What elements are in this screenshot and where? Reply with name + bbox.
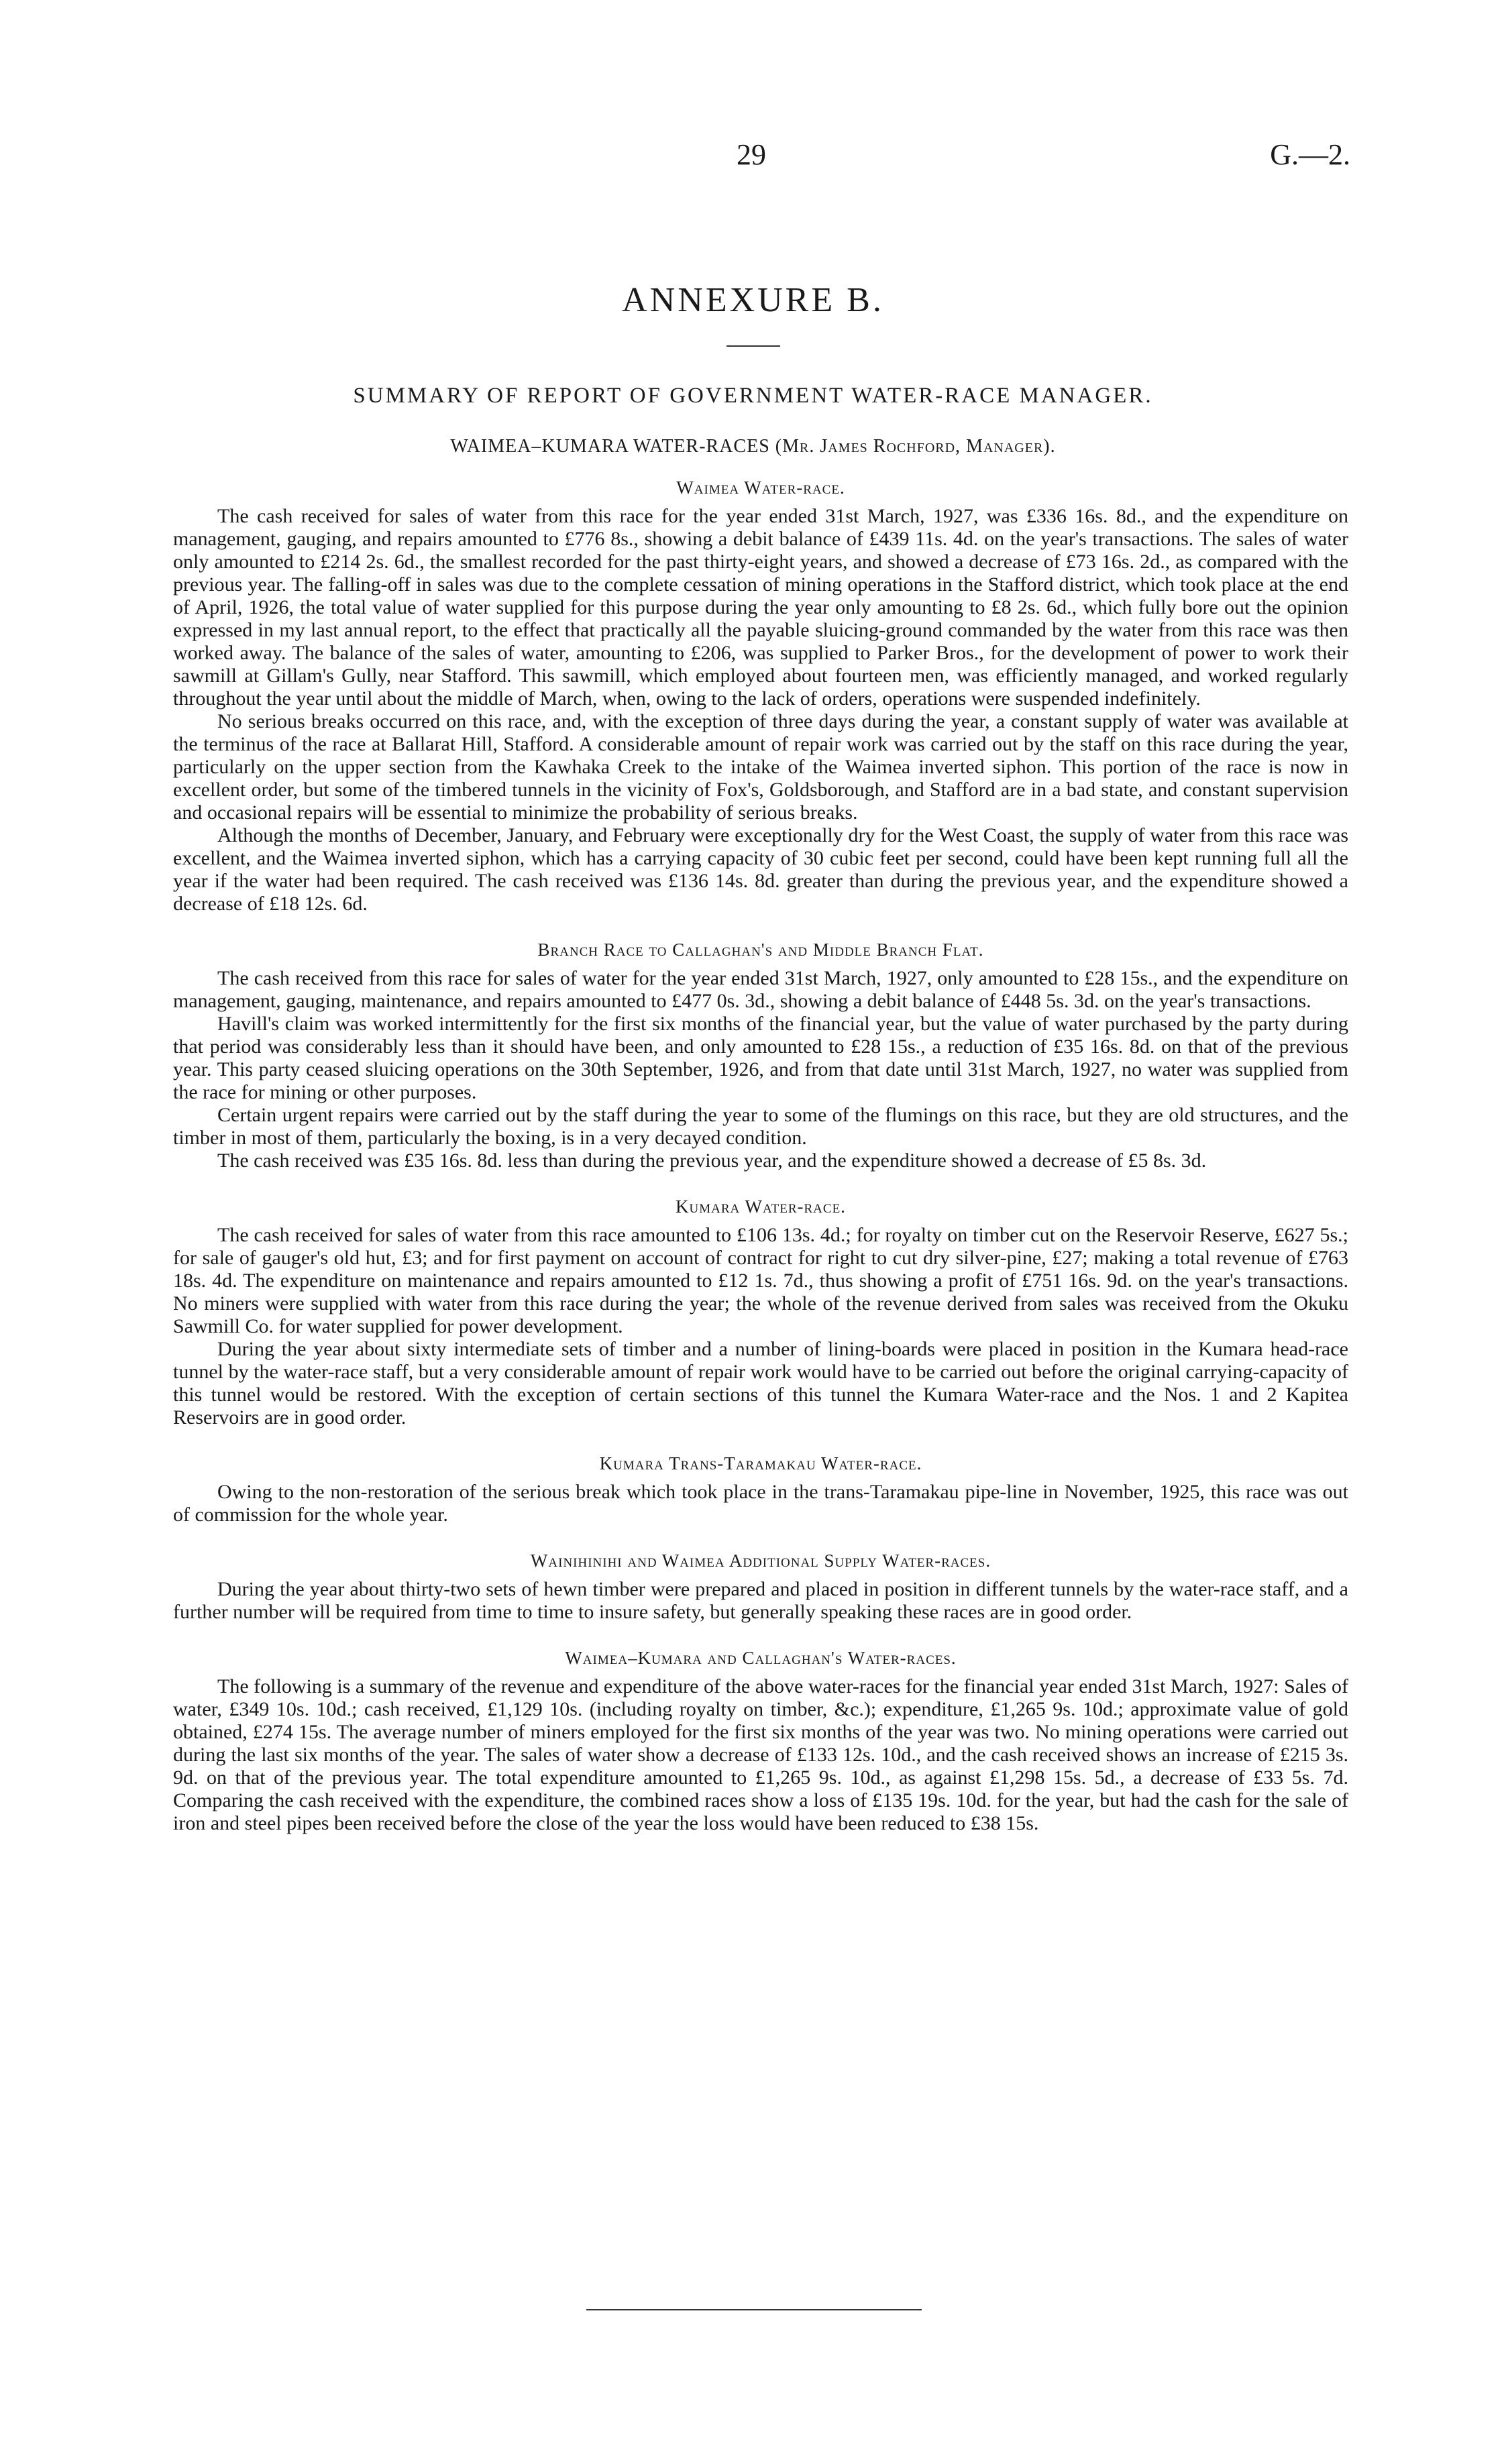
paragraph: The cash received was £35 16s. 8d. less than during the previous year, and the expenditure showed a decrease of £5 8s. 3d. [217,1150,1207,1172]
section-waimea-kumara-callaghans [173,1648,1348,1835]
paragraph: Certain urgent repairs were carried out by the staff during the year to some of the flumings on this race, but they are old structures, and the timber in most of them, particularly the boxing, is in a very decayed condition. [173,1104,1348,1149]
subtitle-manager: (Mr. James Rochford, Manager). [775,436,1056,457]
paragraph: The cash received from this race for sales of water for the year ended 31st March, 1927, only amounted to £28 15s., and the expenditure on management, gauging, maintenance, and repairs amounted to £477 0s. 3d., showing a debit balance of £448 5s. 3d. on the year's transactions. [173,967,1348,1012]
paragraph: The cash received for sales of water from this race for the year ended 31st March, 1927, was £336 16s. 8d., and the expenditure on management, gauging, and repairs amounted to £776 8s., showing a debit balance of £439 11s. 4d. on the year's transactions. The sales of water only amounted to £214 2s. 6d., the smallest recorded for the past thirty-eight years, and showed a decrease of £73 16s. 2d., as compared with the previous year. The falling-off in sales was due to the complete cessation of mining operations in the Stafford district, which took place at the end of April, 1926, the total value of water supplied for this purpose during the year only amounting to £8 2s. 6d., which fully bore out the opinion expressed in my last annual report, to the effect that practically all the payable sluicing-ground commanded by the water from this race was then worked away. The balance of the sales of water, amounting to £206, was supplied to Parker Bros., for the development of power to work their sawmill at Gillam's Gully, near Stafford. This sawmill, which employed about fourteen men, was efficiently managed, and worked regularly throughout the year until about the middle of March, when, owing to the lack of orders, operations were suspended indefinitely. [173,505,1348,710]
section-heading: Branch Race to Callaghan's and Middle Branch Flat. [537,940,984,960]
paragraph: The cash received for sales of water from this race amounted to £106 13s. 4d.; for royalty on timber cut on the Reservoir Reserve, £627 5s.; for sale of gauger's old hut, £3; and for first payment on account of contract for right to cut dry silver-pine, £27; making a total revenue of £763 18s. 4d. The expenditure on maintenance and repairs amounted to £12 1s. 7d., thus showing a profit of £751 16s. 9d. on the year's transactions. No miners were supplied with water from this race during the year; the whole of the revenue derived from sales was received from the Okuku Sawmill Co. for water supplied for power development. [173,1224,1348,1337]
section-kumara-water-race [173,1196,1348,1429]
page-number: 29 [737,138,766,171]
section-heading: Kumara Trans-Taramakau Water-race. [599,1453,922,1473]
document-reference: G.—2. [1270,138,1350,171]
section-heading: Waimea–Kumara and Callaghan's Water-races. [565,1648,957,1668]
report-body [173,478,1348,1859]
title-divider [727,345,780,347]
paragraph: Although the months of December, January, and February were exceptionally dry for the West Coast, the supply of water from this race was excellent, and the Waimea inverted siphon, which has a carrying capacity of 30 cubic feet per second, could have been kept running full all the year if the water had been required. The cash received was £136 14s. 8d. greater than during the previous year, and the expenditure showed a decrease of £18 12s. 6d. [173,824,1348,915]
subtitle-main: WAIMEA–KUMARA WATER-RACES [450,436,770,457]
section-heading: Waimea Water-race. [676,478,845,498]
paragraph: During the year about sixty intermediate sets of timber and a number of lining-boards were placed in position in the Kumara head-race tunnel by the water-race staff, but a very considerable amount of repair work would have to be carried out before the original carrying-capacity of this tunnel would be restored. With the exception of certain sections of this tunnel the Kumara Water-race and the Nos. 1 and 2 Kapitea Reservoirs are in good order. [173,1338,1348,1429]
section-kumara-trans-taramakau [173,1453,1348,1526]
paragraph: No serious breaks occurred on this race, and, with the exception of three days during the year, a constant supply of water was available at the terminus of the race at Ballarat Hill, Stafford. A considerable amount of repair work was carried out by the staff on this race during the year, particularly on the upper section from the Kawhaka Creek to the intake of the Waimea inverted siphon. This portion of the race is now in excellent order, but some of the timbered tunnels in the vicinity of Fox's, Goldsborough, and Stafford are in a bad state, and constant supervision and occasional repairs will be essential to minimize the probability of serious breaks. [173,710,1348,824]
section-branch-race [173,940,1348,1172]
paragraph: The following is a summary of the revenue and expenditure of the above water-races for the financial year ended 31st March, 1927: Sales of water, £349 10s. 10d.; cash received, £1,129 10s. (including royalty on timber, &c.); expenditure, £1,265 9s. 10d.; approximate value of gold obtained, £274 15s. The average number of miners employed for the first six months of the year was two. No mining operations were carried out during the last six months of the year. The sales of water show a decrease of £133 12s. 10d., and the cash received shows an increase of £215 3s. 9d. on that of the previous year. The total expenditure amounted to £1,265 9s. 10d., as against £1,298 15s. 5d., a decrease of £33 5s. 7d. Comparing the cash received with the expenditure, the combined races show a loss of £135 19s. 10d. for the year, but had the cash for the sale of iron and steel pipes been received before the close of the year the loss would have been reduced to £38 15s. [173,1675,1348,1834]
paragraph: Owing to the non-restoration of the serious break which took place in the trans-Taramakau pipe-line in November, 1925, this race was out of commission for the whole year. [173,1481,1348,1526]
paragraph: Havill's claim was worked intermittently for the first six months of the financial year, but the value of water purchased by the party during that period was considerably less than it should have been, and only amounted to £28 15s., a reduction of £35 16s. 8d. on that of the previous year. This party ceased sluicing operations on the 30th September, 1926, and from that date until 31st March, 1927, no water was supplied from the race for mining or other purposes. [173,1013,1348,1103]
paragraph: During the year about thirty-two sets of hewn timber were prepared and placed in position in different tunnels by the water-race staff, and a further number will be required from time to time to insure safety, but generally speaking these races are in good order. [173,1578,1348,1623]
report-title: SUMMARY OF REPORT OF GOVERNMENT WATER-RACE MANAGER. [353,384,1153,408]
report-subtitle [0,436,1506,457]
end-divider [586,2309,922,2310]
section-heading: Kumara Water-race. [676,1196,846,1217]
section-heading: Wainihinihi and Waimea Additional Supply Water-races. [530,1551,991,1571]
section-waimea-water-race [173,478,1348,915]
section-wainihinihi-waimea-additional [173,1551,1348,1624]
annexure-title: ANNEXURE B. [622,281,884,319]
